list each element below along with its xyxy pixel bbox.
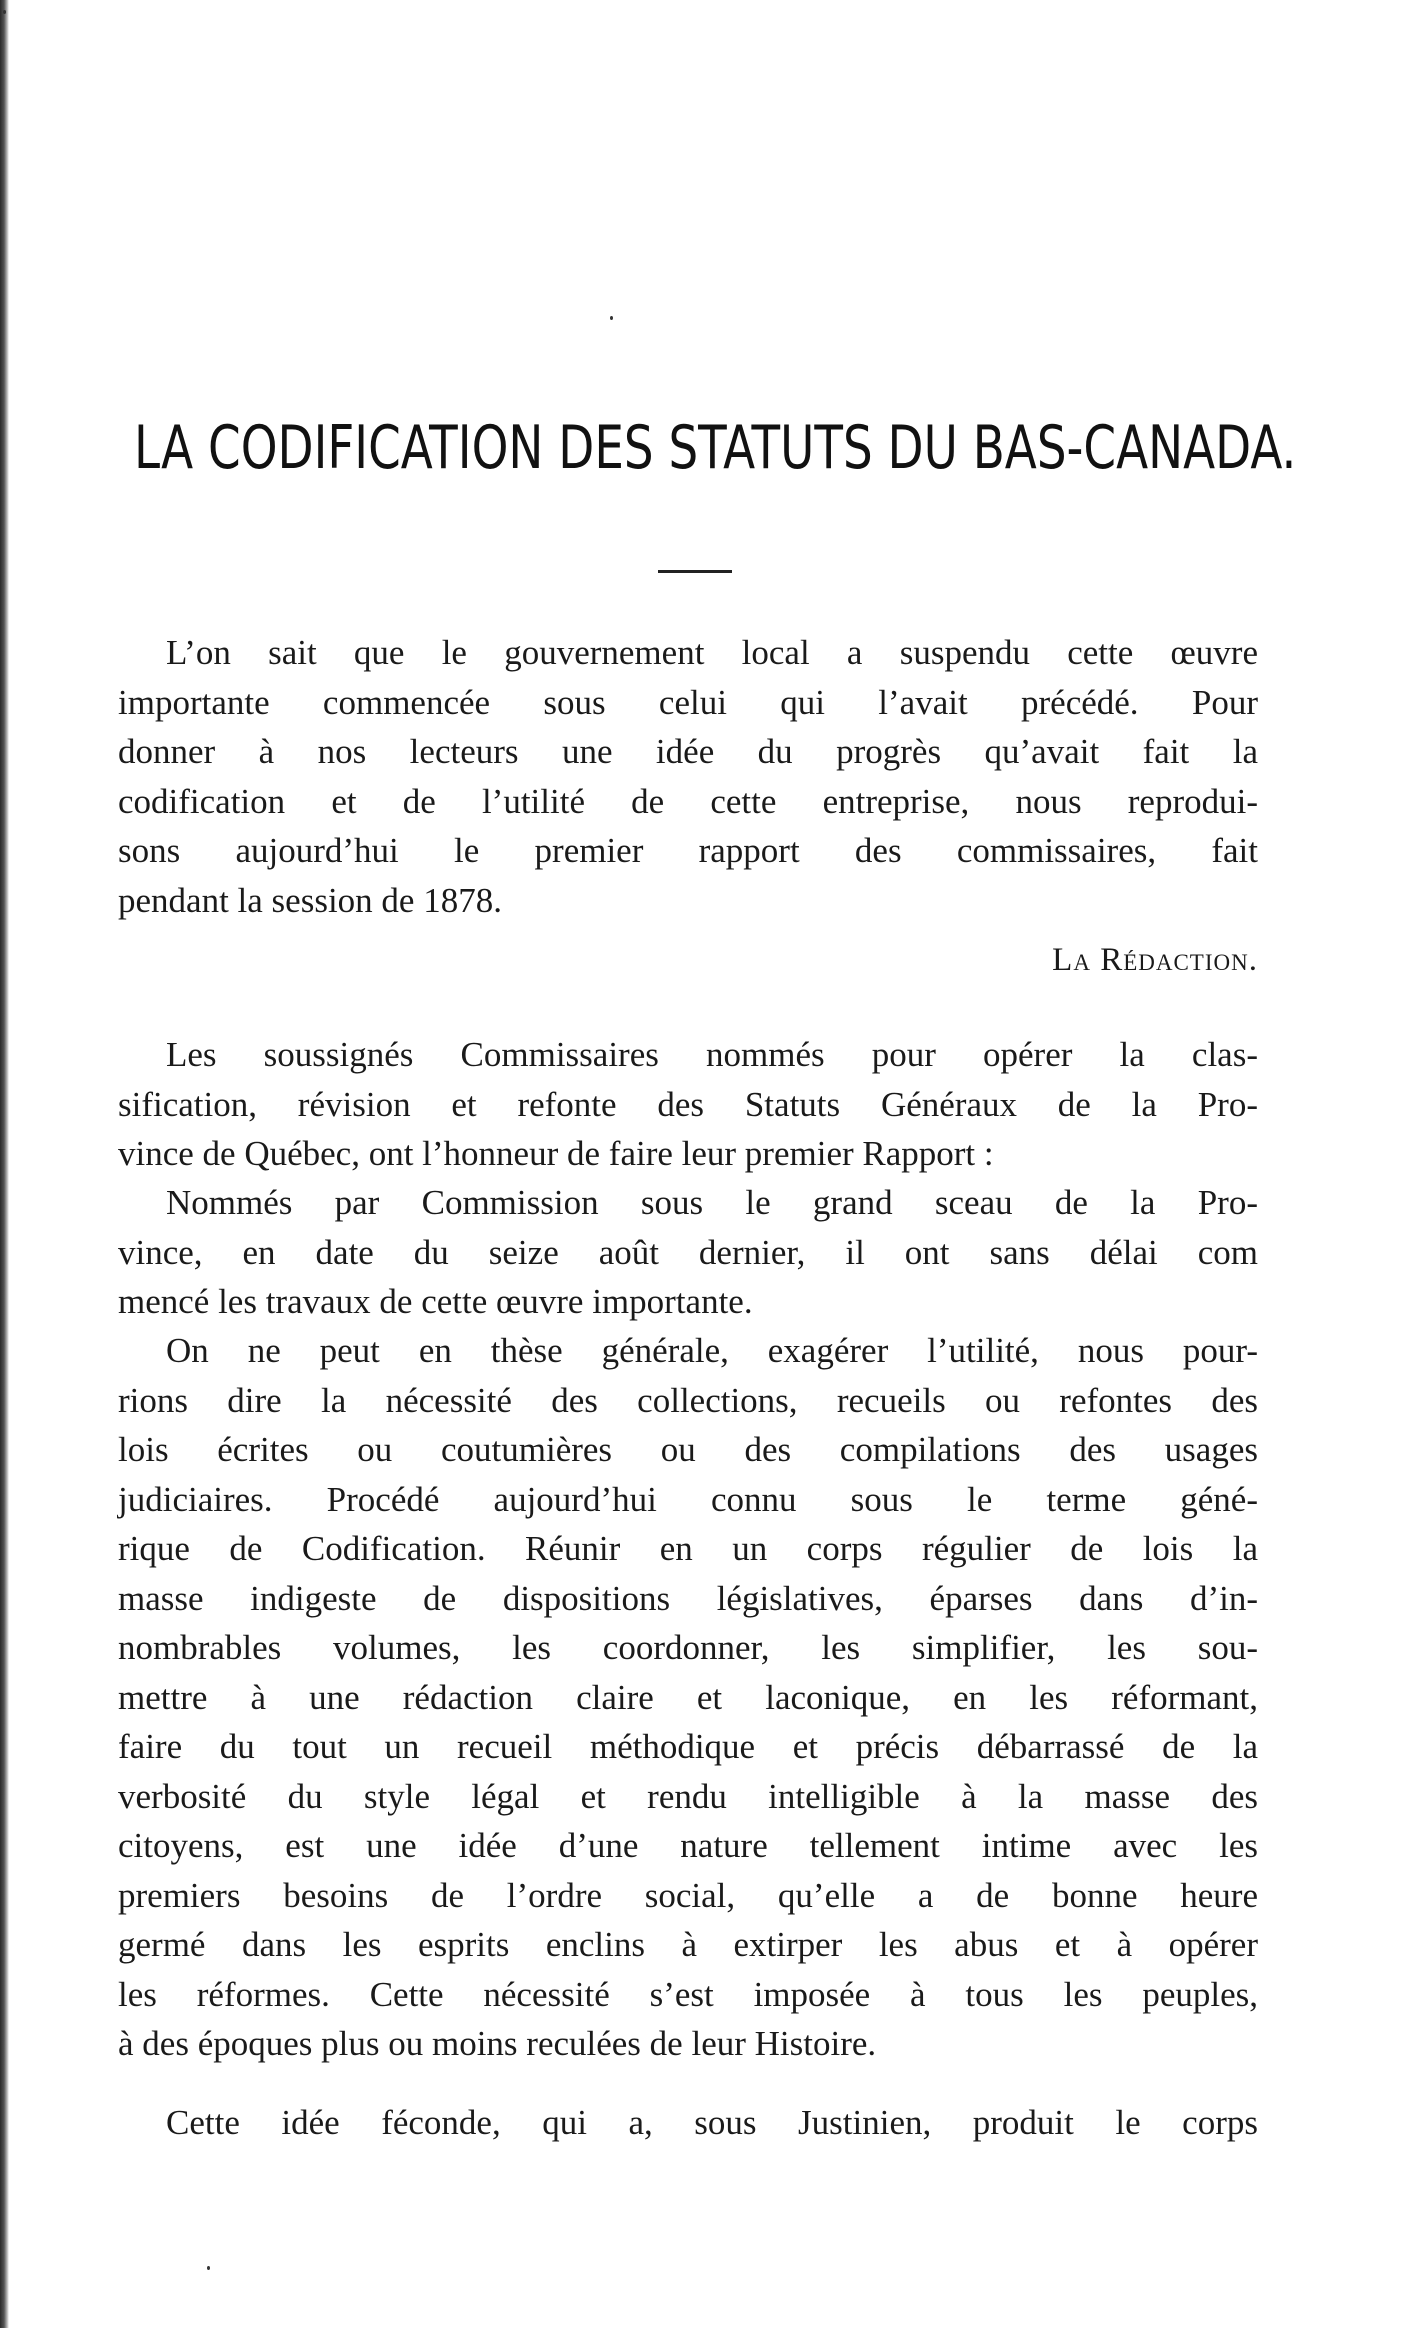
text-line: lois écrites ou coutumières ou des compilations des usages xyxy=(118,1430,1258,1469)
text-line: mencé les travaux de cette œuvre importante. xyxy=(118,1282,753,1321)
text-line: On ne peut en thèse générale, exagérer l’utilité, nous pour- xyxy=(166,1331,1258,1370)
ink-speck xyxy=(3,10,6,14)
body-paragraph-1 xyxy=(118,1030,1258,1179)
text-line: donner à nos lecteurs une idée du progrès qu’avait fait la xyxy=(118,732,1258,771)
text-line: vince de Québec, ont l’honneur de faire leur premier Rapport : xyxy=(118,1134,994,1173)
editorial-signature: La Rédaction. xyxy=(1052,942,1258,978)
text-line: rions dire la nécessité des collections, recueils ou refontes des xyxy=(118,1380,1258,1420)
text-line: Les soussignés Commissaires nommés pour opérer la clas- xyxy=(166,1035,1258,1074)
text-line: rique de Codification. Réunir en un corps régulier de lois la xyxy=(118,1529,1258,1568)
text-line: judiciaires. Procédé aujourd’hui connu sous le terme géné- xyxy=(118,1479,1258,1519)
ink-speck xyxy=(207,2266,210,2270)
text-line: mettre à une rédaction claire et laconique, en les réformant, xyxy=(118,1677,1258,1717)
text-line: Cette idée féconde, qui a, sous Justinien, produit le corps xyxy=(166,2103,1258,2142)
body-paragraph-3 xyxy=(118,1326,1258,2069)
text-line: les réformes. Cette nécessité s’est imposée à tous les peuples, xyxy=(118,1974,1258,2014)
text-line: L’on sait que le gouvernement local a suspendu cette œuvre xyxy=(166,633,1258,672)
text-line: sification, révision et refonte des Statuts Généraux de la Pro- xyxy=(118,1084,1258,1124)
text-line: citoyens, est une idée d’une nature tellement intime avec les xyxy=(118,1826,1258,1865)
text-line: vince, en date du seize août dernier, il ont sans délai com xyxy=(118,1232,1258,1272)
text-line: pendant la session de 1878. xyxy=(118,880,502,920)
text-line: Nommés par Commission sous le grand sceau de la Pro- xyxy=(166,1183,1258,1222)
ink-speck xyxy=(610,316,613,320)
body-paragraph-4 xyxy=(118,2098,1258,2148)
text-line: verbosité du style légal et rendu intelligible à la masse des xyxy=(118,1776,1258,1816)
intro-paragraph xyxy=(118,628,1258,925)
text-line: masse indigeste de dispositions législatives, éparses dans d’in- xyxy=(118,1578,1258,1618)
body-paragraph-2 xyxy=(118,1178,1258,1327)
text-line: faire du tout un recueil méthodique et précis débarrassé de la xyxy=(118,1727,1258,1766)
text-line: premiers besoins de l’ordre social, qu’elle a de bonne heure xyxy=(118,1875,1258,1915)
text-line: nombrables volumes, les coordonner, les simplifier, les sou- xyxy=(118,1628,1258,1667)
text-line: codification et de l’utilité de cette entreprise, nous reprodui- xyxy=(118,781,1258,821)
text-line: sons aujourd’hui le premier rapport des commissaires, fait xyxy=(118,831,1258,870)
article-title: LA CODIFICATION DES STATUTS DU BAS-CANADA. xyxy=(134,413,1297,483)
text-line: germé dans les esprits enclins à extirper les abus et à opérer xyxy=(118,1925,1258,1964)
text-line: importante commencée sous celui qui l’avait précédé. Pour xyxy=(118,682,1258,722)
page-binding-edge xyxy=(0,0,9,2328)
text-line: à des époques plus ou moins reculées de leur Histoire. xyxy=(118,2024,877,2063)
title-divider xyxy=(658,570,732,573)
